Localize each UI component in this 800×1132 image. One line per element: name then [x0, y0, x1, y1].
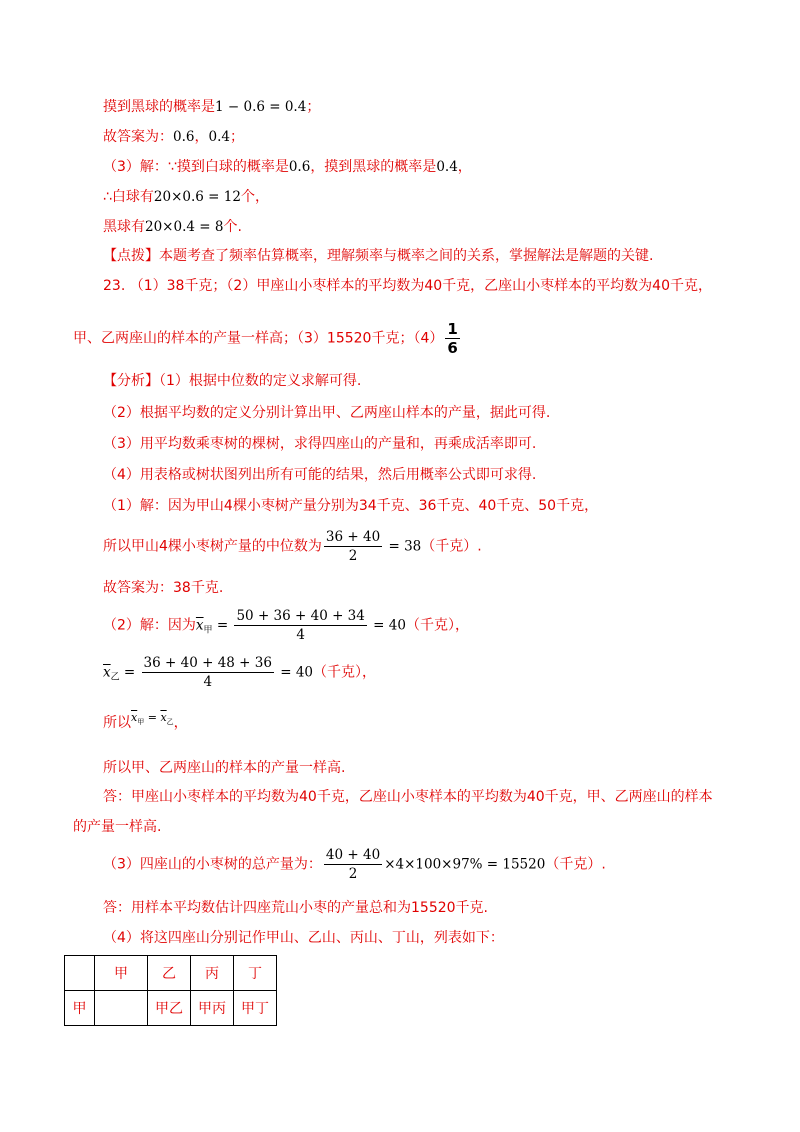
- text: （千克）.: [421, 538, 482, 555]
- outcome-table: [64, 955, 277, 1026]
- line-answer-2: 答：甲座山小枣样本的平均数为40千克，乙座山小枣样本的平均数为40千克，甲、乙两座山的样本: [103, 789, 713, 805]
- table-cell: 甲: [65, 991, 95, 1026]
- text: 个，: [240, 189, 269, 205]
- value: 0.6: [288, 159, 311, 175]
- text: （3）解：∵摸到白球的概率是: [103, 159, 289, 175]
- table-row: [65, 991, 277, 1026]
- line-black-ball-probability: [103, 97, 320, 117]
- mean-fraction: [142, 654, 274, 691]
- text: （3）四座山的小枣树的总产量为：: [103, 856, 322, 873]
- text: ，: [457, 159, 472, 175]
- table-cell: [95, 991, 148, 1026]
- text: （2）解：因为: [103, 617, 196, 634]
- line-tip: 【点拨】本题考查了频率估算概率，理解频率与概率之间的关系，掌握解法是解题的关键.: [103, 248, 654, 264]
- line-median: [103, 528, 482, 565]
- text: ∴白球有: [103, 189, 154, 205]
- line-black-balls: [103, 217, 242, 237]
- line-part3-solution: [103, 157, 472, 177]
- line-analysis-1: 【分析】（1）根据中位数的定义求解可得.: [103, 373, 362, 389]
- mean-subscript: 甲: [203, 625, 213, 636]
- line-white-balls: [103, 187, 269, 207]
- denominator: 2: [348, 548, 358, 564]
- mean-symbol: $\overline{x}$: [131, 711, 138, 724]
- yield-fraction: [324, 846, 382, 883]
- table-cell: 乙: [148, 956, 191, 991]
- text: ；: [229, 129, 244, 145]
- line-analysis-2: （2）根据平均数的定义分别计算出甲、乙两座山样本的产量，据此可得.: [103, 405, 551, 421]
- table-header-row: [65, 956, 277, 991]
- numerator: 1: [447, 320, 458, 338]
- denominator: 4: [296, 627, 305, 643]
- mean-fraction: [234, 607, 366, 644]
- table-cell: 甲丁: [234, 991, 277, 1026]
- denominator: 6: [447, 339, 458, 357]
- value: 0.4: [208, 129, 230, 145]
- table-cell: 丁: [234, 956, 277, 991]
- line-answer-38: 故答案为：38千克.: [103, 580, 224, 596]
- median-fraction: [324, 528, 382, 565]
- line-analysis-3: （3）用平均数乘枣树的棵树，求得四座山的产量和，再乘成活率即可.: [103, 436, 537, 452]
- numerator: 36 + 40 + 48 + 36: [143, 655, 272, 671]
- text: （千克），: [313, 664, 377, 681]
- formula: = 38: [384, 538, 422, 555]
- mean-symbol: $\overline{x}$: [160, 711, 167, 724]
- formula: =: [119, 664, 140, 681]
- text: 黑球有: [103, 219, 145, 235]
- formula: = 40: [368, 617, 406, 634]
- line-conclusion: 所以甲、乙两座山的样本的产量一样高.: [103, 760, 346, 776]
- text: ，摸到黑球的概率是: [310, 159, 437, 175]
- formula: 20×0.4 = 8: [145, 219, 224, 235]
- mean-symbol: $\overline{x}$: [195, 617, 204, 634]
- fraction-one-sixth: [445, 320, 459, 357]
- value: 0.6: [173, 129, 195, 145]
- table-cell: 丙: [191, 956, 234, 991]
- formula: =: [212, 617, 233, 634]
- line-q23-answer: 23. （1）38千克；（2）甲座山小枣样本的平均数为40千克，乙座山小枣样本的平均数为40千克，: [103, 278, 712, 294]
- text: ，: [173, 715, 188, 731]
- table-cell: [65, 956, 95, 991]
- line-part1-solution: （1）解：因为甲山4棵小枣树产量分别为34千克、36千克、40千克、50千克，: [103, 498, 599, 514]
- line-q23-answer-cont: [73, 320, 462, 357]
- text: （千克），: [405, 617, 469, 634]
- line-mean-jia: [103, 607, 469, 644]
- line-answer-2-cont: 的产量一样高.: [73, 819, 162, 835]
- formula: 20×0.6 = 12: [153, 189, 241, 205]
- mean-symbol: $\overline{x}$: [103, 664, 111, 681]
- line-total-yield: [103, 846, 606, 883]
- formula: ×4×100×97% = 15520: [384, 856, 546, 873]
- formula: 1 − 0.6 = 0.4: [215, 99, 307, 115]
- text: ；: [306, 99, 321, 115]
- text: 所以甲山4棵小枣树产量的中位数为: [103, 538, 322, 555]
- denominator: 2: [348, 866, 358, 882]
- text: ，: [194, 129, 209, 145]
- line-means-equal: [103, 707, 188, 732]
- mean-subscript: 甲: [137, 718, 145, 726]
- numerator: 50 + 36 + 40 + 34: [236, 608, 365, 624]
- mean-subscript: 乙: [166, 718, 174, 726]
- text: 甲、乙两座山的样本的产量一样高；（3）15520千克；（4）: [73, 330, 444, 347]
- line-mean-yi: [103, 654, 376, 691]
- text: 所以: [103, 715, 131, 731]
- text: 个.: [223, 219, 242, 235]
- formula: = 40: [275, 664, 314, 681]
- text: 故答案为：: [103, 129, 173, 145]
- numerator: 36 + 40: [325, 529, 381, 545]
- line-part4: （4）将这四座山分别记作甲山、乙山、丙山、丁山，列表如下：: [103, 930, 504, 946]
- mean-subscript: 乙: [110, 672, 120, 683]
- text: （千克）.: [545, 856, 606, 873]
- line-analysis-4: （4）用表格或树状图列出所有可能的结果，然后用概率公式即可求得.: [103, 467, 537, 483]
- line-answer-1: [103, 127, 244, 147]
- value: 0.4: [436, 159, 458, 175]
- table-cell: 甲丙: [191, 991, 234, 1026]
- formula: =: [144, 711, 161, 724]
- numerator: 40 + 40: [325, 847, 381, 863]
- table-cell: 甲乙: [148, 991, 191, 1026]
- line-answer-3: 答：用样本平均数估计四座荒山小枣的产量总和为15520千克.: [103, 900, 488, 916]
- denominator: 4: [203, 674, 213, 690]
- text: 摸到黑球的概率是: [103, 99, 215, 115]
- table-cell: 甲: [95, 956, 148, 991]
